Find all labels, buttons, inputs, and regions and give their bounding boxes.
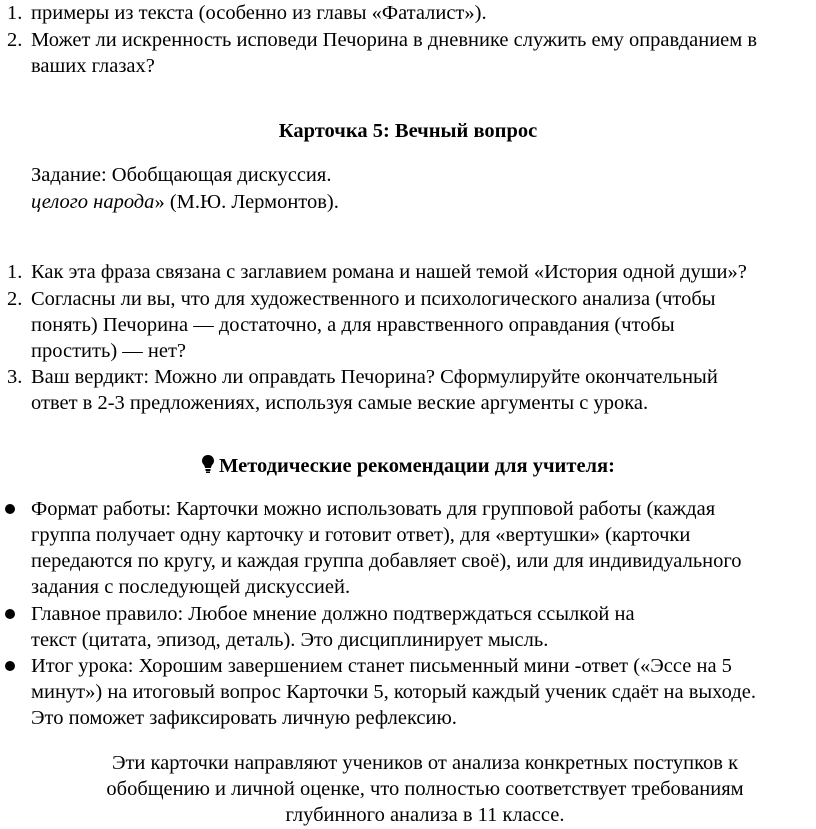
list-item-line: минут») на итоговый вопрос Карточки 5, который каждый ученик сдаёт на выходе. [31, 681, 756, 703]
list-item-line: Это поможет зафиксировать личную рефлексию. [31, 707, 457, 729]
list-number: 2. [7, 29, 23, 51]
task-text: Задание: Обобщающая дискуссия. [31, 164, 332, 186]
card-title: Карточка 5: Вечный вопрос [278, 120, 538, 142]
list-number: 2. [7, 288, 23, 310]
list-item-line: передаются по кругу, и каждая группа добавляет своё), или для индивидуального [31, 550, 742, 572]
bullet-icon [5, 609, 15, 619]
list-item-line: текст (цитата, эпизод, деталь). Это дисциплинирует мысль. [31, 629, 549, 651]
list-item-line: Как эта фраза связана с заглавием романа и нашей темой «История одной души»? [31, 261, 747, 283]
quote-line [31, 189, 339, 215]
list-item-line: Согласны ли вы, что для художественного и психологического анализа (чтобы [31, 288, 716, 310]
lightbulb-icon [201, 454, 215, 474]
list-item-line: Может ли искренность исповеди Печорина в дневнике служить ему оправданием в [31, 29, 758, 51]
closing-line: обобщению и личной оценке, что полностью соответствует требованиям [106, 778, 744, 800]
list-item-line: задания с последующей дискуссией. [31, 576, 351, 598]
closing-line: Эти карточки направляют учеников от анализа конкретных поступков к [111, 752, 739, 774]
list-item-line: Формат работы: Карточки можно использовать для групповой работы (каждая [31, 498, 716, 520]
list-item-line: группа получает одну карточку и готовит ответ), для «вертушки» (карточки [31, 524, 691, 546]
list-number: 1. [7, 2, 23, 24]
closing-line: глубинного анализа в 11 классе. [285, 804, 565, 826]
list-item-line: простить) — нет? [31, 340, 187, 362]
list-item-line: Итог урока: Хорошим завершением станет письменный мини -ответ («Эссе на 5 [31, 655, 732, 677]
recommendations-title-text: Методические рекомендации для учителя: [219, 455, 615, 477]
list-number: 1. [7, 261, 23, 283]
list-item-line: Ваш вердикт: Можно ли оправдать Печорина? Сформулируйте окончательный [31, 366, 718, 388]
recommendations-title [0, 453, 816, 479]
quote-italic: целого народа [31, 191, 155, 213]
list-item-line: понять) Печорина — достаточно, а для нравственного оправдания (чтобы [31, 314, 675, 336]
list-item-line: ваших глазах? [31, 55, 155, 77]
list-item-line: примеры из текста (особенно из главы «Фаталист»). [31, 2, 487, 24]
quote-attribution: » (М.Ю. Лермонтов). [154, 191, 339, 213]
list-item-line: Главное правило: Любое мнение должно подтверждаться ссылкой на [31, 603, 635, 625]
list-number: 3. [7, 366, 23, 388]
bullet-icon [5, 661, 15, 671]
list-item-line: ответ в 2-3 предложениях, используя самые веские аргументы с урока. [31, 392, 649, 414]
bullet-icon [5, 504, 15, 514]
